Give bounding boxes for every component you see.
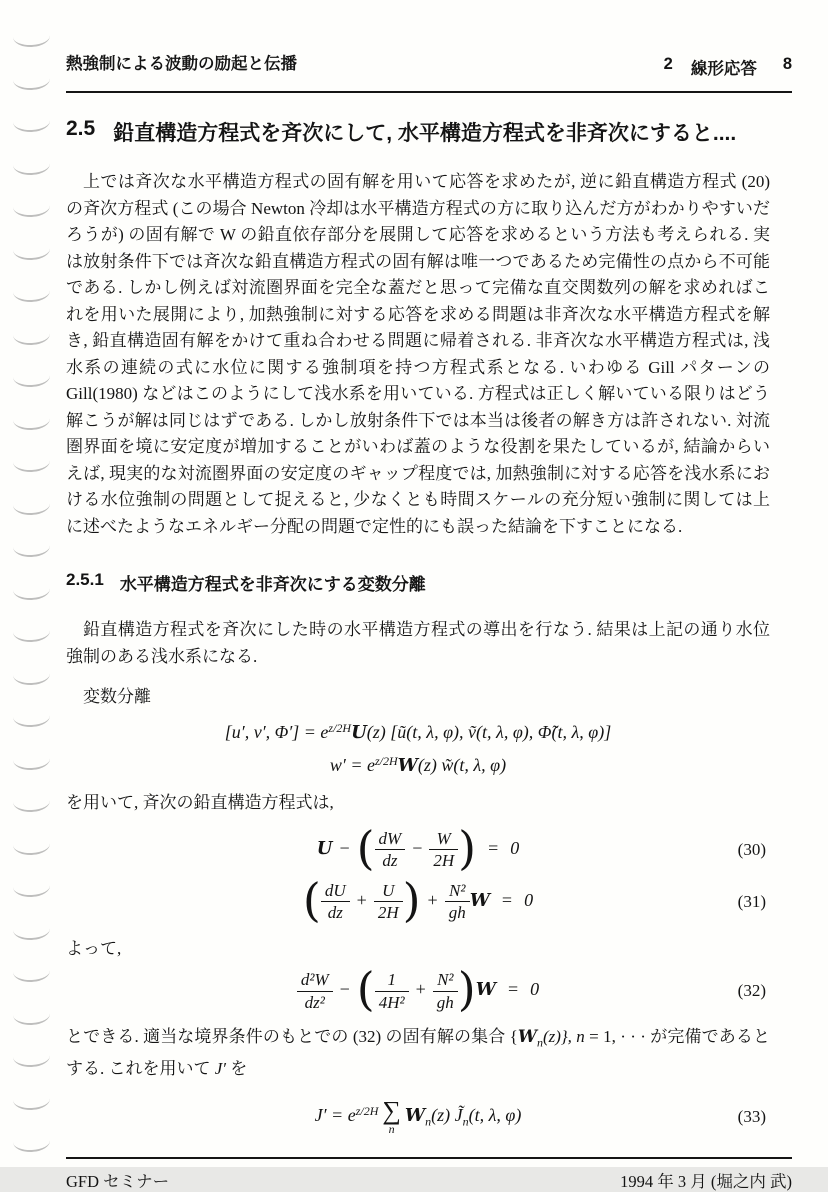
text: を xyxy=(226,1059,248,1079)
equation-number: (32) xyxy=(737,981,766,1001)
summation xyxy=(382,1095,401,1136)
paragraph-3 xyxy=(66,1024,770,1082)
binding-hole-shadow xyxy=(12,25,50,48)
eq-exponent: z/2H xyxy=(374,754,398,768)
sigma-symbol: ∑ xyxy=(382,1095,401,1125)
equation-30 xyxy=(66,820,770,875)
script-w: W xyxy=(469,889,490,911)
fraction xyxy=(374,881,403,923)
fraction xyxy=(429,829,458,871)
spiral-binding-marks xyxy=(0,0,64,1167)
equation-separation-w xyxy=(66,754,770,776)
binding-hole-shadow xyxy=(12,875,50,898)
minus-sign: − xyxy=(339,979,350,1000)
numerator: U xyxy=(382,880,395,900)
paragraph-1: 上では斉次な水平構造方程式の固有解を用いて応答を求めたが, 逆に鉛直構造方程式 (20) の斉次方程式 (この場合 Newton 冷却は水平構造方程式の方に取り込んだ方がわかりやすいだろうが) の固有解で W の鉛直依存部分を展開して応答を求めるという方法も考えられる. 実は放射条件下では斉次な鉛直構造方程式の固有解は唯一つであるため完備性の点から不可能である. しかし例えば対流圏界面を完全な蓋だと思って完備な直交関数列の解を求めればこれを用いた展開により, 加熱強制に対する応答を求める問題は非斉次な水平構造方程式を解き, 鉛直構造固有解をかけて重ね合わせる問題に帰着される. 非斉次な水平構造方程式は, 浅水系の連続の式に水位に関する強制項を持つ方程式系となる. いわゆる Gill パターンの Gill(1980) などはこのようにして浅水系を用いている. 方程式は正しく解いている限りはどう解こうが解は同じはずである. しかし放射条件下では本当は後者の解き方は許されない. 対流圏界面を境に安定度が増加することがいわば蓋のような役割を果たしているが, 結論からいえば, 現実的な対流圏界面の安定度のギャップ程度では, 加熱強制に対する応答を浅水系における水位強制の問題として捉えると, 少なくとも時間スケールの充分短い強制に関しては上に述べたようなエネルギー分配の問題で定性的にも誤った結論を下すことになる. xyxy=(66,172,770,536)
denominator: gh xyxy=(433,991,458,1013)
eq-text: (z) w̃(t, λ, φ) xyxy=(417,755,507,775)
page-footer xyxy=(66,1168,792,1192)
subscript-n: n xyxy=(462,1114,469,1129)
binding-hole-shadow xyxy=(12,918,50,941)
denominator: gh xyxy=(445,901,470,923)
text: とできる. 適当な境界条件のもとでの (32) の固有解の集合 { xyxy=(66,1027,518,1047)
plus-sign: + xyxy=(427,889,438,910)
binding-hole-shadow xyxy=(12,790,50,813)
paragraph-2: 鉛直構造方程式を斉次にした時の水平構造方程式の導出を行なう. 結果は上記の通り水位強制のある浅水系になる. xyxy=(66,620,770,666)
script-w: W xyxy=(397,755,418,776)
section-title: 鉛直構造方程式を斉次にして, 水平構造方程式を非斉次にすると.... xyxy=(113,122,737,145)
binding-hole-shadow xyxy=(12,578,50,601)
eq-text: J′ = e xyxy=(314,1104,356,1125)
separation-label: 変数分離 xyxy=(83,687,151,706)
subsection-title: 水平構造方程式を非斉次にする変数分離 xyxy=(119,575,426,594)
running-title: 熱強制による波動の励起と伝播 xyxy=(66,55,297,73)
eq-rhs: 0 xyxy=(510,837,520,858)
numerator: W xyxy=(436,828,451,848)
subscript-n: n xyxy=(425,1114,432,1129)
binding-hole-shadow xyxy=(12,238,50,261)
header-rule xyxy=(66,91,792,93)
script-w: W xyxy=(517,1027,537,1048)
fraction xyxy=(297,970,333,1012)
binding-hole-shadow xyxy=(12,1130,50,1153)
footer-right: 1994 年 3 月 (堀之内 武) xyxy=(620,1171,792,1191)
denominator: 4H² xyxy=(375,991,409,1013)
binding-hole-shadow xyxy=(12,110,50,133)
header-section-name: 線形応答 xyxy=(690,60,757,78)
text-between-equations: を用いて, 斉次の鉛直構造方程式は, xyxy=(66,793,334,812)
eq-rhs: 0 xyxy=(524,889,534,910)
minus-sign: − xyxy=(412,837,423,858)
right-paren: ) xyxy=(458,820,477,875)
denominator: dz xyxy=(375,849,406,871)
equation-number: (33) xyxy=(737,1106,766,1126)
denominator: 2H xyxy=(429,849,458,871)
equation-32 xyxy=(66,962,770,1017)
binding-hole-shadow xyxy=(12,1003,50,1026)
subsection-heading xyxy=(66,570,770,595)
footer-rule xyxy=(66,1157,792,1159)
numerator: 1 xyxy=(387,970,396,990)
equals-sign: = xyxy=(507,979,519,1000)
text-yotte: よって, xyxy=(66,938,122,958)
binding-hole-shadow xyxy=(12,1088,50,1111)
fraction xyxy=(375,970,409,1012)
binding-hole-shadow xyxy=(12,323,50,346)
section-number: 2.5 xyxy=(66,117,96,140)
right-paren: ) xyxy=(402,872,421,927)
numerator: d²W xyxy=(300,970,329,990)
binding-hole-shadow xyxy=(12,450,50,473)
numerator: N² xyxy=(448,880,466,900)
eq-rhs: 0 xyxy=(530,979,540,1000)
page-number: 8 xyxy=(782,55,792,73)
plus-sign: + xyxy=(356,889,367,910)
eq-text: (z) xyxy=(431,1104,455,1125)
equals-sign: = xyxy=(488,837,499,858)
binding-hole-shadow xyxy=(12,195,50,218)
script-w: W xyxy=(404,1104,426,1126)
equals-sign: = xyxy=(501,889,513,910)
binding-hole-shadow xyxy=(12,493,50,516)
subscript-n: n xyxy=(536,1035,543,1050)
binding-hole-shadow xyxy=(12,408,50,431)
binding-hole-shadow xyxy=(12,280,50,303)
eq-exponent: z/2H xyxy=(355,1103,379,1118)
denominator: 2H xyxy=(374,901,403,923)
left-paren: ( xyxy=(356,962,375,1017)
left-paren: ( xyxy=(302,872,321,927)
subsection-number: 2.5.1 xyxy=(66,570,104,589)
eq-text: (z) [ũ(t, λ, φ), ṽ(t, λ, φ), Φ̃(t, λ, φ)] xyxy=(366,722,612,742)
binding-hole-shadow xyxy=(12,833,50,856)
sum-limit: n xyxy=(388,1121,395,1136)
script-u: U xyxy=(316,837,333,859)
binding-hole-shadow xyxy=(12,620,50,643)
minus-sign: − xyxy=(339,837,350,858)
left-paren: ( xyxy=(356,820,375,875)
numerator: dU xyxy=(324,880,346,900)
text: = 1, · · · が完備であるとする. これを用いて xyxy=(66,1027,770,1079)
equation-number: (30) xyxy=(737,839,766,859)
eq-text: [u′, v′, Φ′] = e xyxy=(224,722,329,742)
binding-hole-shadow xyxy=(12,1045,50,1068)
section-heading xyxy=(66,117,770,147)
numerator: N² xyxy=(437,970,454,990)
var-j-prime: J′ xyxy=(214,1059,227,1079)
denominator: dz² xyxy=(297,991,333,1013)
binding-hole-shadow xyxy=(12,663,50,686)
script-w: W xyxy=(475,979,496,1001)
binding-hole-shadow xyxy=(12,705,50,728)
binding-hole-shadow xyxy=(12,960,50,983)
eq-text: (t, λ, φ) xyxy=(468,1104,522,1125)
footer-left: GFD セミナー xyxy=(66,1171,170,1191)
equation-33 xyxy=(66,1095,770,1136)
binding-hole-shadow xyxy=(12,68,50,91)
binding-hole-shadow xyxy=(12,748,50,771)
var-n: n xyxy=(576,1027,585,1047)
fraction xyxy=(433,970,458,1012)
equation-31 xyxy=(66,872,770,927)
header-section-number: 2 xyxy=(663,55,673,73)
eq-exponent: z/2H xyxy=(328,721,352,735)
equation-separation-uvphi xyxy=(66,721,770,743)
binding-hole-shadow xyxy=(12,535,50,558)
denominator: dz xyxy=(321,901,350,923)
script-u: U xyxy=(351,722,367,743)
binding-hole-shadow xyxy=(12,153,50,176)
fraction xyxy=(375,829,406,871)
page-header xyxy=(66,50,792,79)
equation-number: (31) xyxy=(737,891,766,911)
numerator: dW xyxy=(378,828,402,848)
plus-sign: + xyxy=(415,979,426,1000)
right-paren: ) xyxy=(457,962,476,1017)
eq-text: w′ = e xyxy=(329,755,375,775)
fraction xyxy=(321,881,350,923)
header-right xyxy=(664,55,792,79)
binding-hole-shadow xyxy=(12,365,50,388)
text: (z)}, xyxy=(542,1027,577,1047)
fraction xyxy=(445,881,470,923)
var-j-tilde: J̃ xyxy=(454,1104,463,1125)
